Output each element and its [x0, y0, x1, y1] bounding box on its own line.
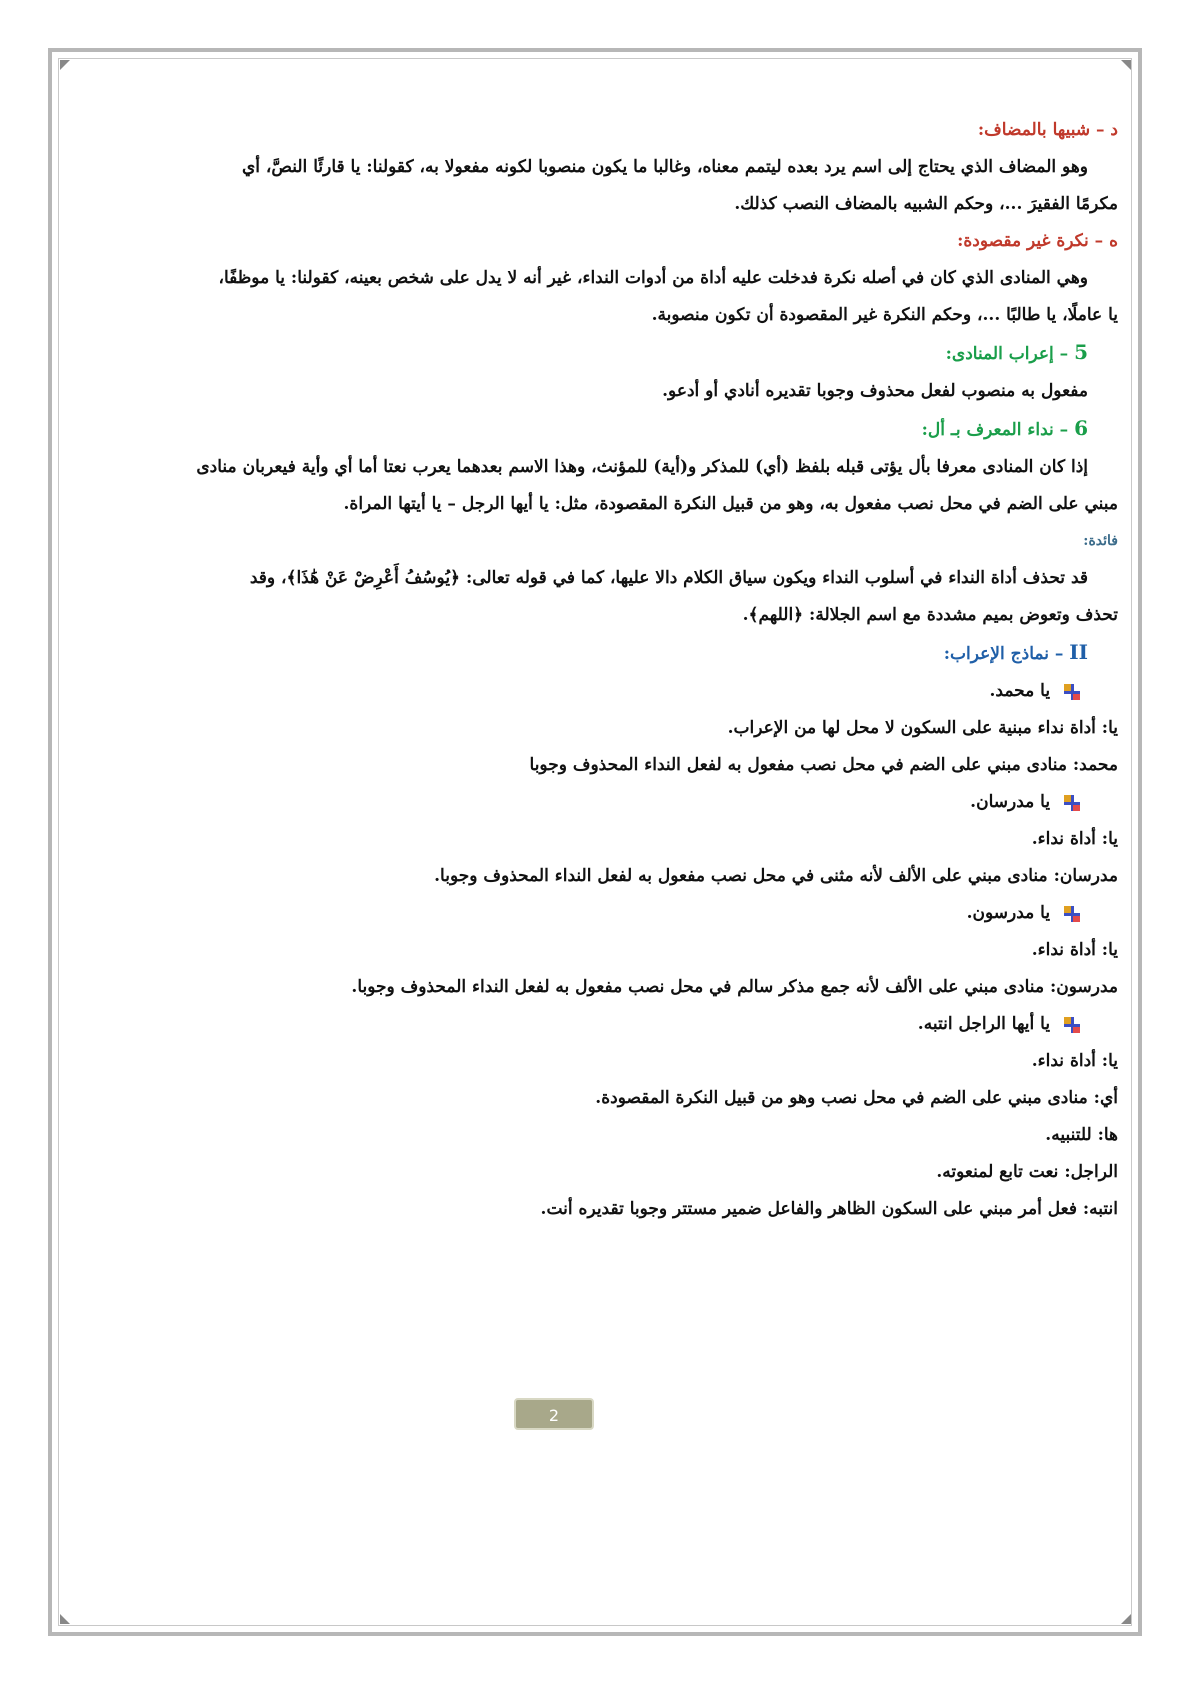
- section-h-heading: ه – نكرة غير مقصودة:: [957, 231, 1118, 251]
- example-line: يا: أداة نداء.: [1031, 1051, 1118, 1071]
- example-title: [78, 790, 1118, 814]
- section-6-number: 6: [1074, 416, 1088, 440]
- example-line: انتبه: فعل أمر مبني على السكون الظاهر والفاعل ضمير مستتر وجوبا تقديره أنت.: [540, 1199, 1118, 1219]
- corner-ornament-top-left: [60, 60, 70, 70]
- document-body: [78, 118, 1118, 1234]
- example-line: ها: للتنبيه.: [1045, 1125, 1118, 1145]
- section-5-heading: [78, 340, 1118, 366]
- bullet-icon: [1064, 795, 1080, 811]
- bullet-icon: [1064, 684, 1080, 700]
- section-5-number: 5: [1074, 340, 1088, 364]
- example-line: يا: أداة نداء.: [1031, 940, 1118, 960]
- bullet-icon: [1064, 1017, 1080, 1033]
- example-line: يا: أداة نداء.: [1031, 829, 1118, 849]
- example-line: الراجل: نعت تابع لمنعوته.: [936, 1162, 1118, 1182]
- section-h-text-line-2: يا عاملًا، يا طالبًا ...، وحكم النكرة غير المقصودة أن تكون منصوبة.: [651, 305, 1118, 325]
- corner-ornament-bottom-left: [60, 1614, 70, 1624]
- corner-ornament-bottom-right: [1121, 1614, 1131, 1624]
- example-title-text: يا محمد.: [989, 681, 1051, 701]
- example-line: مدرسان: منادى مبني على الألف لأنه مثنى في محل نصب مفعول به لفعل النداء المحذوف وجوبا.: [434, 866, 1118, 886]
- section-d-text-line-2: مكرمًا الفقيرَ ...، وحكم الشبيه بالمضاف النصب كذلك.: [734, 194, 1118, 214]
- section-6-text-line-2: مبني على الضم في محل نصب مفعول به، وهو من قبيل النكرة المقصودة، مثل: يا أيها الرجل – يا أيتها المراة.: [343, 494, 1118, 514]
- section-II-heading: [78, 640, 1118, 666]
- example-title: [78, 679, 1118, 703]
- page-number: 2: [514, 1398, 594, 1430]
- section-d-text-line-1: وهو المضاف الذي يحتاج إلى اسم يرد بعده ليتمم معناه، وغالبا ما يكون منصوبا لكونه مفعولا به، كقولنا: يا قارئًا النصَّ، أي: [241, 157, 1088, 177]
- example-line: مدرسون: منادى مبني على الألف لأنه جمع مذكر سالم في محل نصب مفعول به لفعل النداء المحذوف وجوبا.: [351, 977, 1118, 997]
- faida-text-line-1: قد تحذف أداة النداء في أسلوب النداء ويكون سياق الكلام دالا عليها، كما في قوله تعالى: ﴿يُوسُفُ أَعْرِضْ عَنْ هَٰذَا﴾، وقد: [249, 568, 1088, 588]
- example-line: محمد: منادى مبني على الضم في محل نصب مفعول به لفعل النداء المحذوف وجوبا: [529, 755, 1118, 775]
- section-6-heading: [78, 416, 1118, 442]
- section-h-text-line-1: وهي المنادى الذي كان في أصله نكرة فدخلت عليه أداة من أدوات النداء، غير أنه لا يدل على شخص بعينه، كقولنا: يا موظفًا،: [218, 268, 1088, 288]
- example-title: [78, 1012, 1118, 1036]
- section-II-number: II: [1069, 640, 1088, 664]
- example-title-text: يا مدرسون.: [966, 903, 1051, 923]
- example-title: [78, 901, 1118, 925]
- faida-heading: فائدة:: [1083, 533, 1118, 549]
- faida-text-line-2: تحذف وتعوض بميم مشددة مع اسم الجلالة: ﴿اللهم﴾.: [742, 605, 1118, 625]
- example-line: يا: أداة نداء مبنية على السكون لا محل لها من الإعراب.: [727, 718, 1118, 738]
- section-II-title: – نماذج الإعراب:: [943, 644, 1064, 664]
- example-title-text: يا أيها الراجل انتبه.: [917, 1014, 1051, 1034]
- section-5-title: – إعراب المنادى:: [945, 344, 1069, 364]
- section-d-heading: د – شبيها بالمضاف:: [977, 120, 1118, 140]
- section-5-text: مفعول به منصوب لفعل محذوف وجوبا تقديره أنادي أو أدعو.: [662, 381, 1088, 401]
- bullet-icon: [1064, 906, 1080, 922]
- corner-ornament-top-right: [1121, 60, 1131, 70]
- section-6-title: – نداء المعرف بـ أل:: [921, 420, 1069, 440]
- section-6-text-line-1: إذا كان المنادى معرفا بأل يؤتى قبله بلفظ (أي) للمذكر و(أية) للمؤنث، وهذا الاسم بعدهما يعرب نعتا أما أي وأية فيعربان منادى: [196, 457, 1088, 477]
- example-title-text: يا مدرسان.: [970, 792, 1051, 812]
- example-line: أي: منادى مبني على الضم في محل نصب وهو من قبيل النكرة المقصودة.: [595, 1088, 1118, 1108]
